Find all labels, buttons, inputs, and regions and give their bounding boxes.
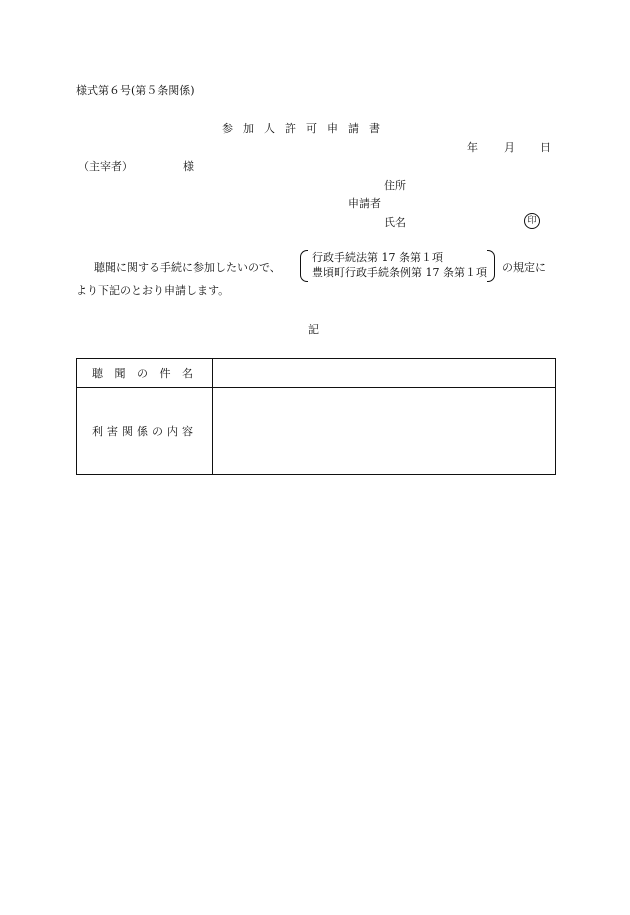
table-row [77, 359, 556, 388]
left-brace-icon [300, 250, 308, 282]
law-option-2: 豊頃町行政手続条例第 17 条第１項 [312, 266, 487, 279]
addressee-host: （主宰者） [78, 160, 133, 173]
addressee-honorific: 様 [183, 160, 194, 173]
address-label: 住所 [384, 179, 406, 192]
seal-icon: 印 [524, 213, 540, 229]
interest-content-field[interactable] [213, 388, 556, 475]
table-row [77, 388, 556, 475]
date-year-label: 年 [467, 141, 478, 154]
applicant-label: 申請者 [348, 197, 381, 210]
body-text-line1-start: 聴聞に関する手続に参加したいので、 [94, 261, 281, 274]
form-number-label: 様式第６号(第５条関係) [76, 84, 195, 97]
document-title: 参加人許可申請書 [222, 122, 390, 135]
body-text-line2: より下記のとおり申請します。 [76, 284, 230, 297]
date-day-label: 日 [540, 141, 551, 154]
hearing-subject-label: 聴 聞 の 件 名 [77, 359, 213, 388]
ki-heading: 記 [308, 323, 319, 336]
interest-content-label: 利害関係の内容 [77, 388, 213, 475]
body-text-line1-end: の規定に [502, 261, 546, 274]
right-brace-icon [487, 250, 495, 282]
record-table [76, 358, 556, 475]
law-option-1: 行政手続法第 17 条第１項 [312, 251, 443, 264]
date-month-label: 月 [504, 141, 515, 154]
name-label: 氏名 [384, 216, 406, 229]
hearing-subject-field[interactable] [213, 359, 556, 388]
